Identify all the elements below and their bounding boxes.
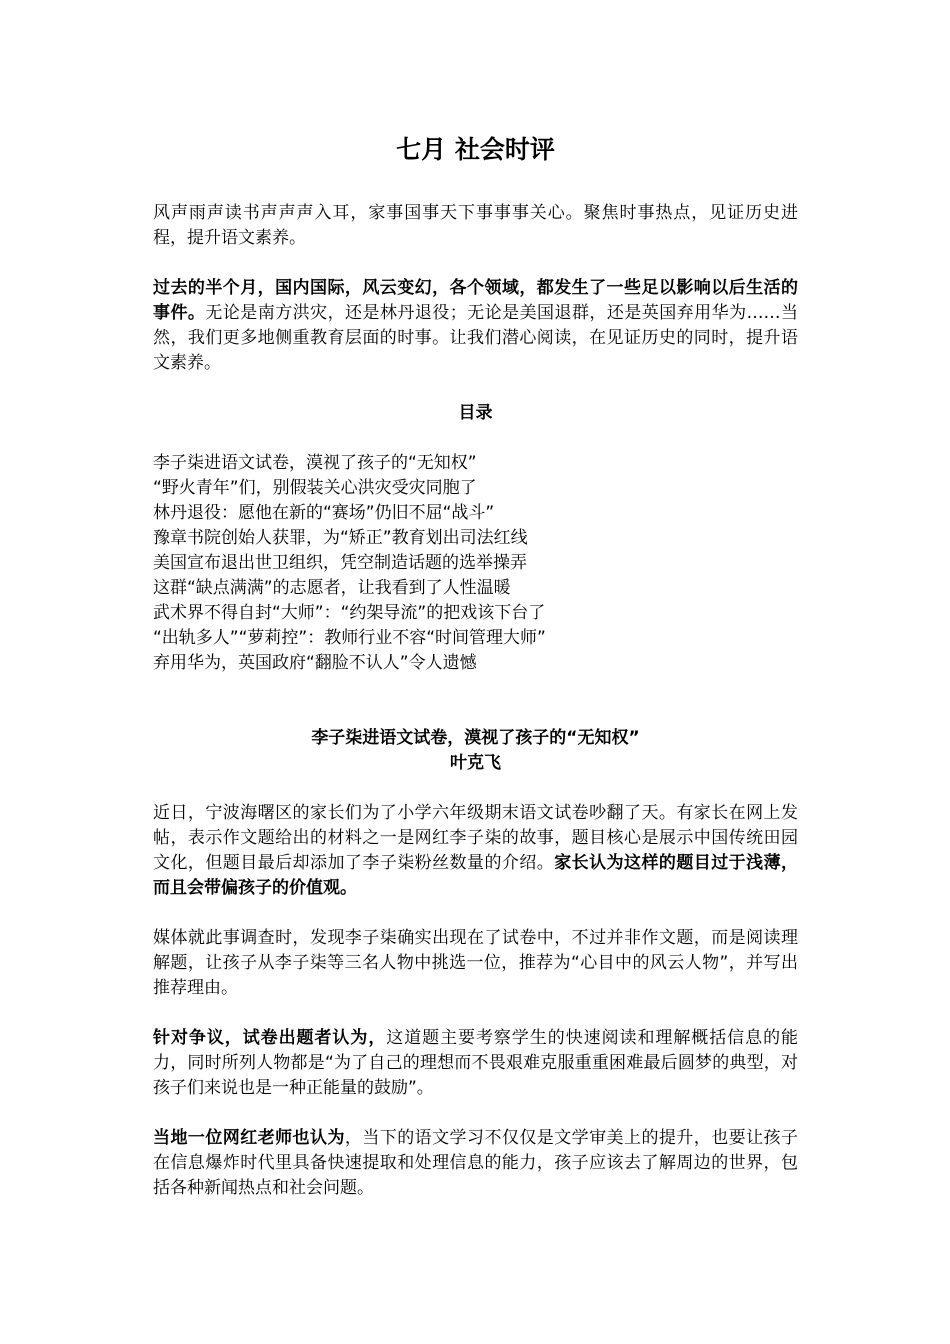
article-paragraph-4-text: ，当下的语文学习不仅仅是文学审美上的提升，也要让孩子在信息爆炸时代里具备快速提取和处理信息的能力，孩子应该去了解周边的世界，包括各种新闻热点和社会问题。 (153, 1128, 799, 1198)
intro-paragraph-2-bold: 过去的半个月，国内国际，风云变幻，各个领域，都发生了一些足以影响以后生活的事件。 (153, 278, 798, 323)
article-title: 李子柒进语文试卷，漠视了孩子的“无知权” (311, 728, 640, 748)
toc-item: 美国宣布退出世卫组织，凭空制造话题的选举操弄 (153, 553, 527, 573)
article-paragraph-4-bold: 当地一位网红老师也认为 (153, 1128, 345, 1148)
article-paragraph-1 (153, 801, 798, 901)
article-paragraph-2: 媒体就此事调查时，发现李子柒确实出现在了试卷中，不过并非作文题，而是阅读理解题，让孩子从李子柒等三名人物中挑选一位，推荐为“心目中的风云人物”，并写出推荐理由。 (153, 928, 798, 998)
article-author: 叶克飞 (450, 753, 501, 773)
toc-item: 这群“缺点满满”的志愿者，让我看到了人性温暖 (153, 578, 511, 598)
toc-item: “出轨多人”“萝莉控”：教师行业不容“时间管理大师” (153, 628, 546, 648)
article-paragraph-3-text: 这道题主要考察学生的快速阅读和理解概括信息的能力，同时所列人物都是“为了自己的理想而不畏艰难克服重重困难最后圆梦的典型，对孩子们来说也是一种正能量的鼓励”。 (153, 1028, 799, 1098)
toc-item: 武术界不得自封“大师”：“约架导流”的把戏该下台了 (153, 603, 546, 623)
page-title: 七月 社会时评 (396, 135, 555, 164)
article-paragraph-3-bold: 针对争议，试卷出题者认为， (153, 1028, 387, 1048)
intro-paragraph-2-text: 无论是南方洪灾，还是林丹退役；无论是美国退群，还是英国弃用华为……当然，我们更多地侧重教育层面的时事。让我们潜心阅读，在见证历史的同时，提升语文素养。 (153, 303, 799, 373)
article-paragraph-4 (153, 1126, 798, 1201)
toc-list (153, 451, 798, 676)
intro-paragraph-2 (153, 276, 798, 376)
article-paragraph-1-text: 近日，宁波海曙区的家长们为了小学六年级期末语文试卷吵翻了天。有家长在网上发帖，表示作文题给出的材料之一是网红李子柒的故事，题目核心是展示中国传统田园文化，但题目最后却添加了李子柒粉丝数量的介绍。 (153, 803, 798, 873)
article-header (153, 726, 798, 776)
toc-item: 李子柒进语文试卷，漠视了孩子的“无知权” (153, 453, 477, 473)
toc-heading: 目录 (458, 403, 493, 423)
toc-item: 豫章书院创始人获罪，为“矫正”教育划出司法红线 (153, 528, 528, 548)
intro-paragraph-1: 风声雨声读书声声声入耳，家事国事天下事事事关心。聚焦时事热点，见证历史进程，提升语文素养。 (153, 203, 798, 248)
toc-item: 林丹退役：愿他在新的“赛场”仍旧不屈“战斗” (153, 503, 495, 523)
toc-item: 弃用华为，英国政府“翻脸不认人”令人遗憾 (153, 653, 477, 673)
toc-item: “野火青年”们，别假装关心洪灾受灾同胞了 (153, 478, 477, 498)
article-paragraph-1-bold: 家长认为这样的题目过于浅薄，而且会带偏孩子的价值观。 (153, 853, 799, 898)
article-paragraph-3 (153, 1026, 798, 1101)
